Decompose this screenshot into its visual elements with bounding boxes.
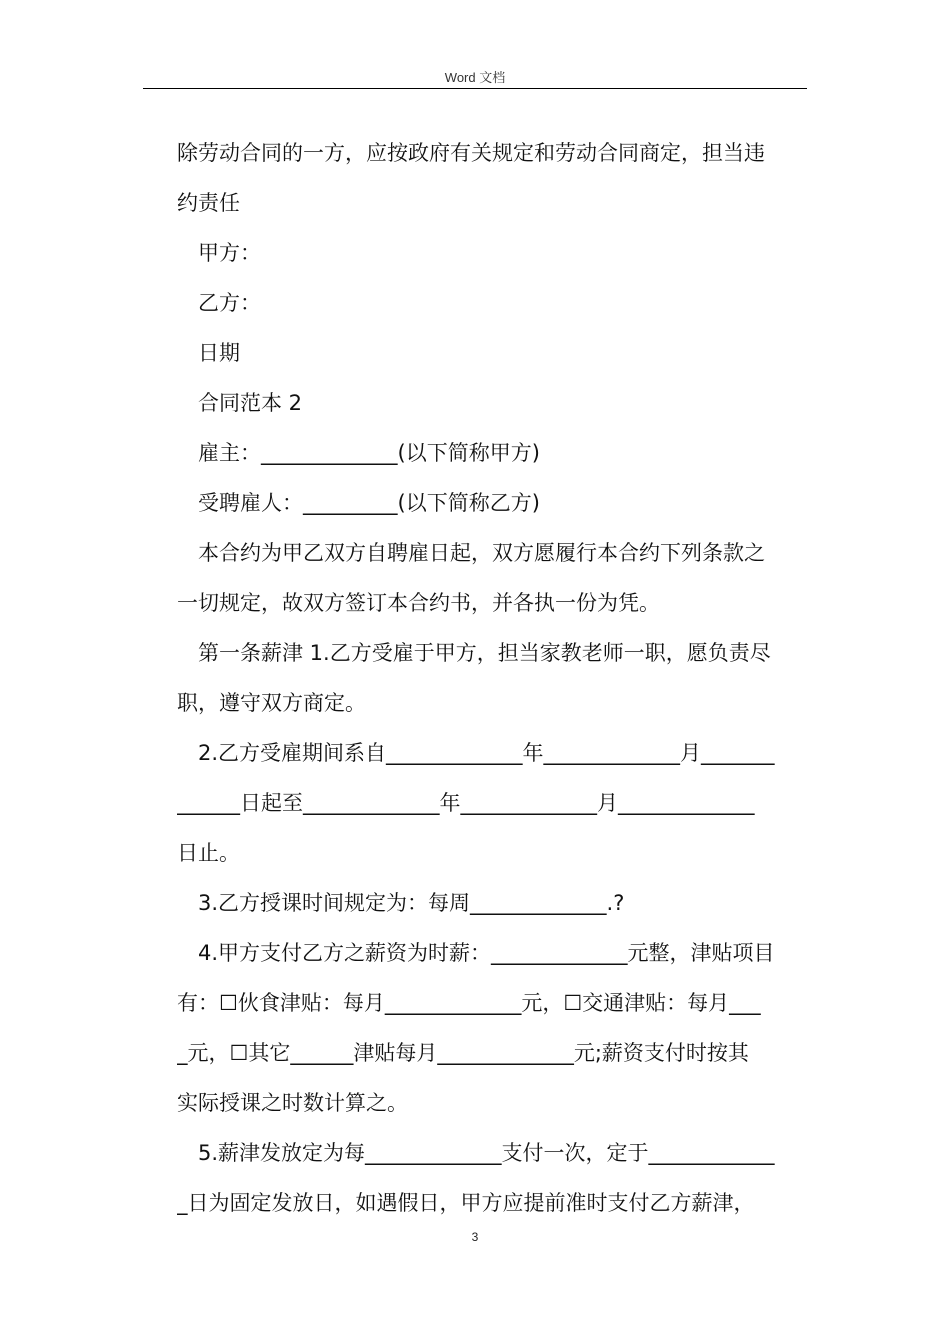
document-line: 甲方： — [198, 241, 261, 265]
document-line: 职，遵守双方商定。 — [177, 691, 366, 715]
document-line: 本合约为甲乙双方自聘雇日起，双方愿履行本合约下列条款之 — [198, 541, 765, 565]
document-line: 一切规定，故双方签订本合约书，并各执一份为凭。 — [177, 591, 660, 615]
document-line: ______日起至_____________年_____________月_____________ — [177, 791, 755, 815]
document-line: 第一条薪津 1.乙方受雇于甲方，担当家教老师一职，愿负责尽 — [198, 641, 771, 665]
document-line: _元，☐其它______津贴每月_____________元;薪资支付时按其 — [177, 1041, 749, 1065]
document-line: 2.乙方受雇期间系自_____________年_____________月_______ — [198, 741, 775, 765]
document-line: 4.甲方支付乙方之薪资为时薪：_____________元整，津贴项目 — [198, 941, 775, 965]
document-line: 日止。 — [177, 841, 240, 865]
header-title: Word 文档 — [444, 70, 506, 85]
document-line: 3.乙方授课时间规定为：每周_____________.? — [198, 891, 625, 915]
document-line: 实际授课之时数计算之。 — [177, 1091, 408, 1115]
document-line: 合同范本 2 — [198, 391, 303, 415]
document-line: 约责任 — [177, 191, 240, 215]
document-line: 除劳动合同的一方，应按政府有关规定和劳动合同商定，担当违 — [177, 141, 765, 165]
page-header — [143, 66, 807, 89]
document-line: 雇主：_____________(以下简称甲方) — [198, 441, 540, 465]
document-line: 5.薪津发放定为每_____________支付一次，定于____________ — [198, 1141, 775, 1165]
document-line: 有：☐伙食津贴：每月_____________元，☐交通津贴：每月___ — [177, 991, 761, 1015]
document-body — [177, 128, 805, 1228]
document-line: 受聘雇人：_________(以下简称乙方) — [198, 491, 540, 515]
page-number: 3 — [471, 1230, 479, 1244]
document-line: 乙方： — [198, 291, 261, 315]
document-line: 日期 — [198, 341, 240, 365]
document-line: _日为固定发放日，如遇假日，甲方应提前准时支付乙方薪津， — [177, 1191, 755, 1215]
